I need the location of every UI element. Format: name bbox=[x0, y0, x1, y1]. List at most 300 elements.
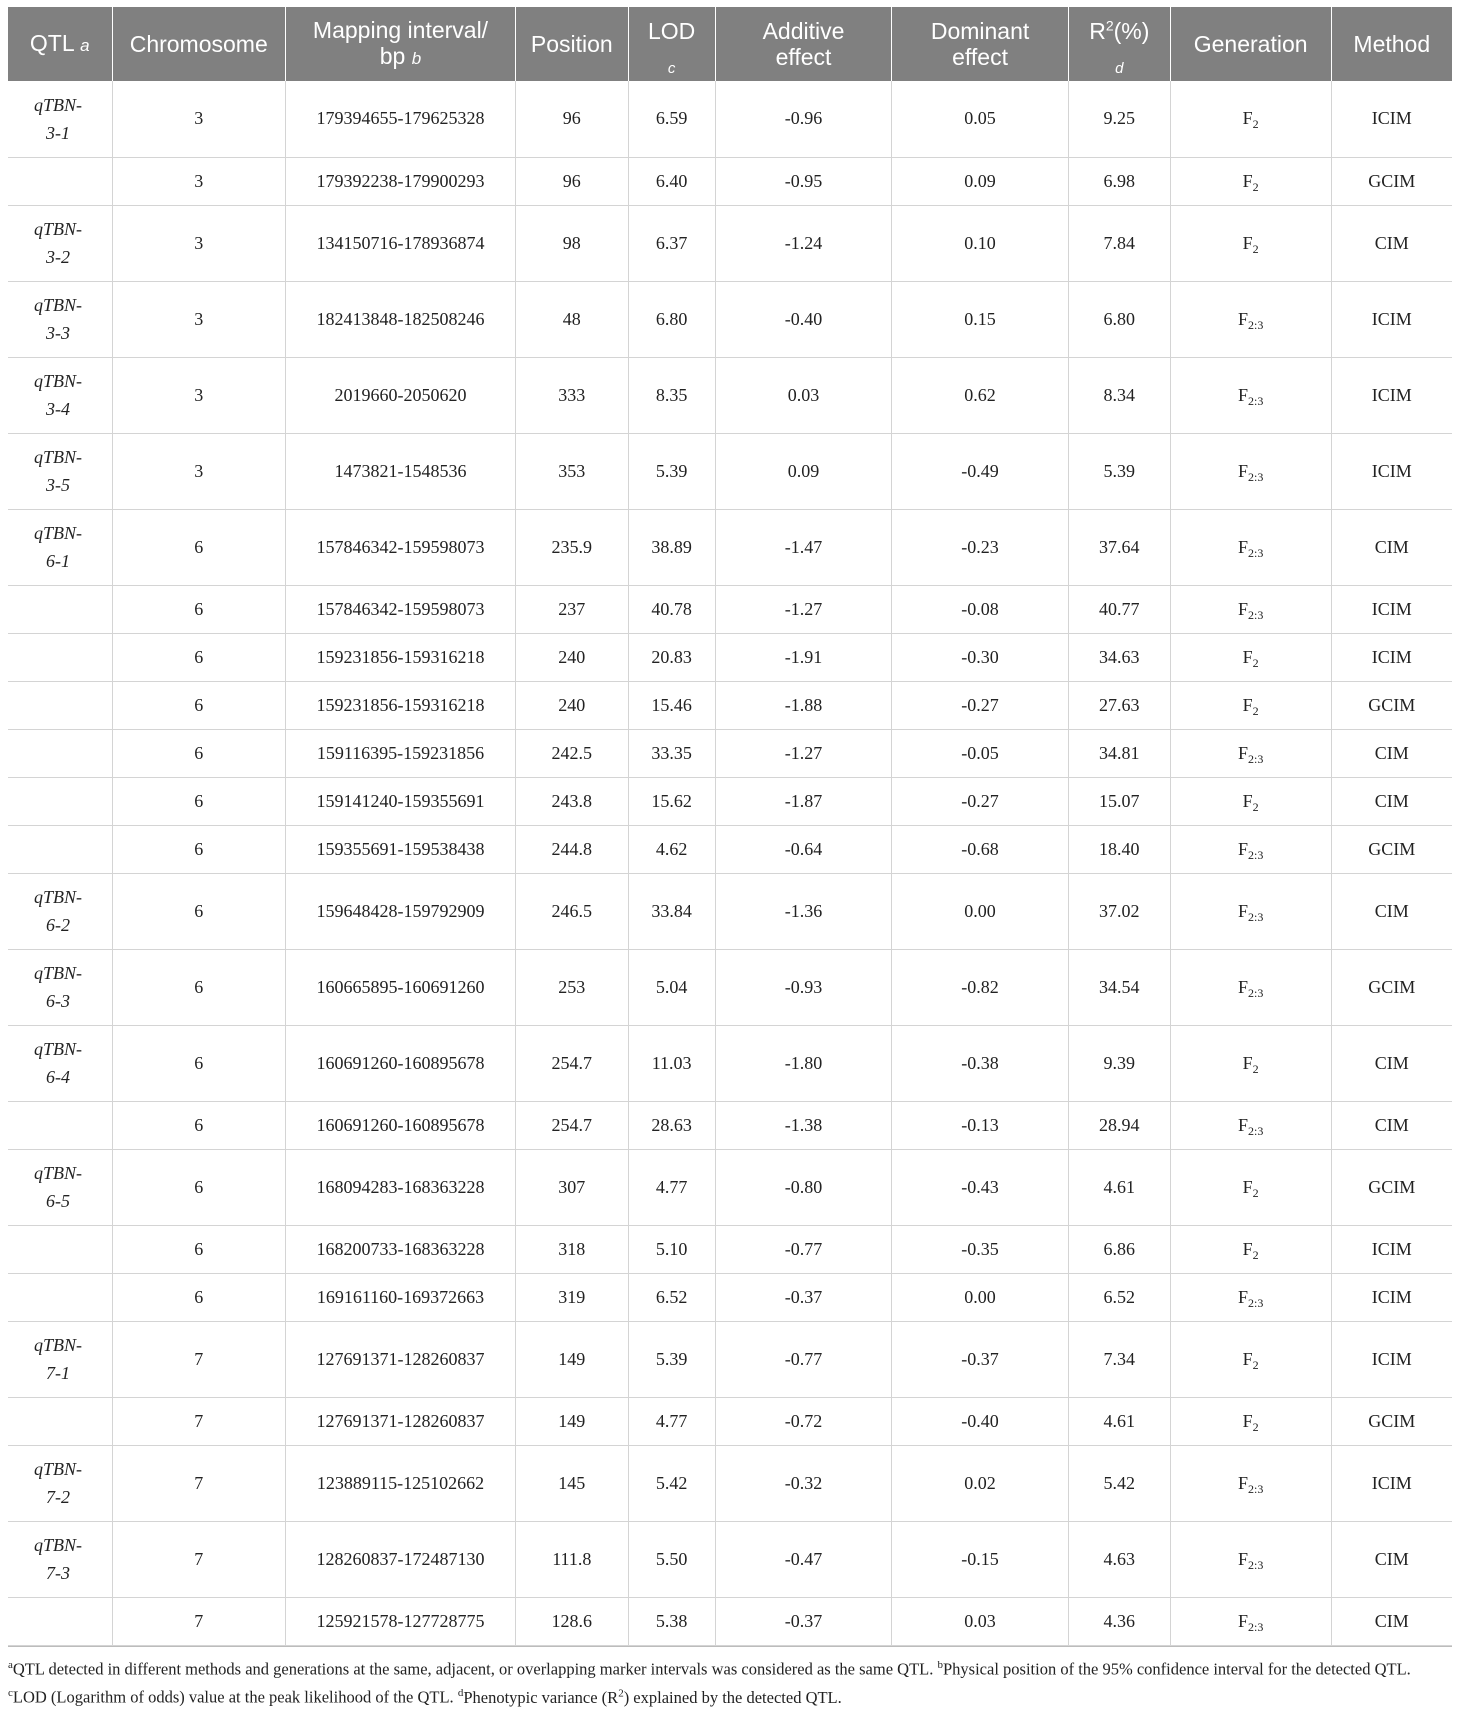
lod-cell: 6.37 bbox=[628, 205, 715, 281]
position-cell: 145 bbox=[516, 1445, 628, 1521]
mapping-interval-cell: 159355691-159538438 bbox=[285, 825, 515, 873]
chromosome-cell: 6 bbox=[112, 509, 285, 585]
qtl-cell bbox=[8, 825, 112, 873]
mapping-interval-cell: 157846342-159598073 bbox=[285, 509, 515, 585]
mapping-interval-cell: 134150716-178936874 bbox=[285, 205, 515, 281]
mapping-interval-cell: 160665895-160691260 bbox=[285, 949, 515, 1025]
qtl-name-line2: 3-5 bbox=[46, 475, 70, 495]
table-row bbox=[8, 1025, 1452, 1101]
qtl-name-line1: qTBN- bbox=[33, 523, 82, 543]
footnote-a-mark: a bbox=[8, 1658, 13, 1671]
r2-cell: 27.63 bbox=[1068, 681, 1170, 729]
header-mapping-interval[interactable]: Mapping interval/ bp b bbox=[285, 7, 515, 81]
qtl-cell bbox=[8, 509, 112, 585]
additive-effect-cell: -1.27 bbox=[715, 585, 892, 633]
mapping-interval-cell: 179392238-179900293 bbox=[285, 157, 515, 205]
method-cell: ICIM bbox=[1331, 1273, 1452, 1321]
r2-cell: 4.61 bbox=[1068, 1149, 1170, 1225]
dominant-effect-cell: 0.00 bbox=[892, 1273, 1069, 1321]
r2-cell: 28.94 bbox=[1068, 1101, 1170, 1149]
qtl-cell bbox=[8, 949, 112, 1025]
header-r2[interactable]: $R^2(\%)$ $_d$ bbox=[1068, 7, 1170, 81]
position-cell: 240 bbox=[516, 633, 628, 681]
lod-cell: 6.52 bbox=[628, 1273, 715, 1321]
mapping-interval-cell: 123889115-125102662 bbox=[285, 1445, 515, 1521]
chromosome-cell: 7 bbox=[112, 1597, 285, 1645]
table-row bbox=[8, 633, 1452, 681]
table-row bbox=[8, 873, 1452, 949]
r2-cell: 9.25 bbox=[1068, 81, 1170, 157]
qtl-name-line1: qTBN- bbox=[33, 1535, 82, 1555]
position-cell: 319 bbox=[516, 1273, 628, 1321]
header-lod[interactable]: LOD $_c$ bbox=[628, 7, 715, 81]
table-row bbox=[8, 777, 1452, 825]
method-cell: GCIM bbox=[1331, 949, 1452, 1025]
lod-cell: 33.35 bbox=[628, 729, 715, 777]
lod-cell: 4.62 bbox=[628, 825, 715, 873]
additive-effect-cell: -1.36 bbox=[715, 873, 892, 949]
qtl-name-line2: 3-4 bbox=[46, 399, 70, 419]
additive-effect-cell: -1.88 bbox=[715, 681, 892, 729]
qtl-name-line2: 6-1 bbox=[46, 551, 70, 571]
r2-cell: 15.07 bbox=[1068, 777, 1170, 825]
additive-effect-cell: -1.47 bbox=[715, 509, 892, 585]
additive-effect-cell: -0.72 bbox=[715, 1397, 892, 1445]
additive-effect-cell: -1.24 bbox=[715, 205, 892, 281]
chromosome-cell: 3 bbox=[112, 205, 285, 281]
qtl-cell bbox=[8, 777, 112, 825]
mapping-interval-cell: 127691371-128260837 bbox=[285, 1321, 515, 1397]
dominant-effect-cell: -0.49 bbox=[892, 433, 1069, 509]
mapping-interval-cell: 160691260-160895678 bbox=[285, 1025, 515, 1101]
generation-cell: $F_{2:3}$ bbox=[1170, 281, 1331, 357]
dominant-effect-cell: -0.82 bbox=[892, 949, 1069, 1025]
table-row bbox=[8, 281, 1452, 357]
dominant-effect-cell: 0.02 bbox=[892, 1445, 1069, 1521]
chromosome-cell: 7 bbox=[112, 1321, 285, 1397]
chromosome-cell: 7 bbox=[112, 1521, 285, 1597]
mapping-interval-cell: 169161160-169372663 bbox=[285, 1273, 515, 1321]
dominant-effect-cell: -0.23 bbox=[892, 509, 1069, 585]
mapping-interval-cell: 2019660-2050620 bbox=[285, 357, 515, 433]
position-cell: 96 bbox=[516, 81, 628, 157]
header-qtl[interactable]: QTL a bbox=[8, 7, 112, 81]
method-cell: ICIM bbox=[1331, 585, 1452, 633]
r2-cell: 34.63 bbox=[1068, 633, 1170, 681]
qtl-table bbox=[8, 7, 1452, 1646]
qtl-name-line2: 6-5 bbox=[46, 1191, 70, 1211]
generation-cell: $F_{2:3}$ bbox=[1170, 1101, 1331, 1149]
qtl-cell bbox=[8, 681, 112, 729]
dominant-effect-cell: -0.43 bbox=[892, 1149, 1069, 1225]
dominant-effect-cell: -0.05 bbox=[892, 729, 1069, 777]
r2-cell: 4.61 bbox=[1068, 1397, 1170, 1445]
position-cell: 96 bbox=[516, 157, 628, 205]
dominant-effect-cell: -0.40 bbox=[892, 1397, 1069, 1445]
lod-cell: 11.03 bbox=[628, 1025, 715, 1101]
mapping-interval-cell: 182413848-182508246 bbox=[285, 281, 515, 357]
header-generation[interactable]: Generation bbox=[1170, 7, 1331, 81]
dominant-effect-cell: -0.38 bbox=[892, 1025, 1069, 1101]
r2-cell: 6.80 bbox=[1068, 281, 1170, 357]
table-row bbox=[8, 585, 1452, 633]
dominant-effect-cell: 0.03 bbox=[892, 1597, 1069, 1645]
table-row bbox=[8, 949, 1452, 1025]
table-row bbox=[8, 205, 1452, 281]
lod-cell: 4.77 bbox=[628, 1149, 715, 1225]
dominant-effect-cell: -0.35 bbox=[892, 1225, 1069, 1273]
qtl-name-line2: 3-2 bbox=[46, 247, 70, 267]
header-chromosome[interactable]: Chromosome bbox=[112, 7, 285, 81]
qtl-cell bbox=[8, 1225, 112, 1273]
r2-cell: 37.64 bbox=[1068, 509, 1170, 585]
lod-cell: 5.42 bbox=[628, 1445, 715, 1521]
lod-cell: 5.50 bbox=[628, 1521, 715, 1597]
generation-cell: $F_{2:3}$ bbox=[1170, 949, 1331, 1025]
position-cell: 149 bbox=[516, 1397, 628, 1445]
qtl-name-line2: 3-3 bbox=[46, 323, 70, 343]
chromosome-cell: 6 bbox=[112, 949, 285, 1025]
additive-effect-cell: -0.32 bbox=[715, 1445, 892, 1521]
method-cell: GCIM bbox=[1331, 1149, 1452, 1225]
mapping-interval-cell: 157846342-159598073 bbox=[285, 585, 515, 633]
footnote-d-mark: d bbox=[457, 1687, 464, 1699]
mapping-interval-cell: 159231856-159316218 bbox=[285, 681, 515, 729]
generation-cell: $F_{2:3}$ bbox=[1170, 873, 1331, 949]
additive-effect-cell: -0.93 bbox=[715, 949, 892, 1025]
r2-cell: 18.40 bbox=[1068, 825, 1170, 873]
generation-cell: $F_2$ bbox=[1170, 1149, 1331, 1225]
chromosome-cell: 6 bbox=[112, 633, 285, 681]
additive-effect-cell: -0.64 bbox=[715, 825, 892, 873]
method-cell: ICIM bbox=[1331, 1445, 1452, 1521]
footnote-a: QTL detected in different methods and generations at the same, adjacent, or overlapping marker intervals was considered as the same QTL. bbox=[12, 1659, 938, 1678]
generation-cell: $F_{2:3}$ bbox=[1170, 357, 1331, 433]
method-cell: CIM bbox=[1331, 873, 1452, 949]
qtl-name-line1: qTBN- bbox=[33, 219, 82, 239]
footnote-b: Physical position of the 95% confidence interval for the detected QTL. bbox=[942, 1659, 1411, 1678]
qtl-name-line2: 7-1 bbox=[46, 1363, 70, 1383]
additive-effect-cell: -0.37 bbox=[715, 1597, 892, 1645]
r2-cell: 37.02 bbox=[1068, 873, 1170, 949]
qtl-table-container bbox=[8, 7, 1452, 1710]
r2-cell: 7.84 bbox=[1068, 205, 1170, 281]
generation-cell: $F_{2:3}$ bbox=[1170, 433, 1331, 509]
qtl-cell bbox=[8, 205, 112, 281]
table-row bbox=[8, 1597, 1452, 1645]
table-row bbox=[8, 81, 1452, 157]
table-row bbox=[8, 729, 1452, 777]
table-row bbox=[8, 1321, 1452, 1397]
table-row bbox=[8, 825, 1452, 873]
r2-cell: 9.39 bbox=[1068, 1025, 1170, 1101]
generation-cell: $F_{2:3}$ bbox=[1170, 729, 1331, 777]
footnote-b-mark: b bbox=[937, 1658, 943, 1671]
dominant-effect-cell: -0.27 bbox=[892, 777, 1069, 825]
mapping-interval-cell: 179394655-179625328 bbox=[285, 81, 515, 157]
header-additive-effect[interactable]: Additive effect bbox=[715, 7, 892, 81]
table-row bbox=[8, 1397, 1452, 1445]
table-body bbox=[8, 81, 1452, 1645]
qtl-cell bbox=[8, 1025, 112, 1101]
position-cell: 242.5 bbox=[516, 729, 628, 777]
mapping-interval-cell: 159231856-159316218 bbox=[285, 633, 515, 681]
additive-effect-cell: -1.80 bbox=[715, 1025, 892, 1101]
qtl-name-line1: qTBN- bbox=[33, 1163, 82, 1183]
generation-cell: $F_2$ bbox=[1170, 81, 1331, 157]
additive-effect-cell: -0.95 bbox=[715, 157, 892, 205]
r2-cell: 5.42 bbox=[1068, 1445, 1170, 1521]
dominant-effect-cell: -0.13 bbox=[892, 1101, 1069, 1149]
chromosome-cell: 6 bbox=[112, 1149, 285, 1225]
position-cell: 318 bbox=[516, 1225, 628, 1273]
qtl-name-line1: qTBN- bbox=[33, 447, 82, 467]
generation-cell: $F_2$ bbox=[1170, 681, 1331, 729]
position-cell: 128.6 bbox=[516, 1597, 628, 1645]
generation-cell: $F_{2:3}$ bbox=[1170, 1445, 1331, 1521]
qtl-name-line1: qTBN- bbox=[33, 94, 82, 115]
lod-cell: 38.89 bbox=[628, 509, 715, 585]
qtl-name-line2: 6-4 bbox=[46, 1067, 70, 1087]
lod-cell: 5.39 bbox=[628, 1321, 715, 1397]
position-cell: 254.7 bbox=[516, 1101, 628, 1149]
method-cell: CIM bbox=[1331, 1101, 1452, 1149]
lod-cell: 15.62 bbox=[628, 777, 715, 825]
generation-cell: $F_{2:3}$ bbox=[1170, 1521, 1331, 1597]
qtl-name-line2: 6-2 bbox=[46, 915, 70, 935]
generation-cell: $F_2$ bbox=[1170, 157, 1331, 205]
lod-cell: 5.04 bbox=[628, 949, 715, 1025]
generation-cell: $F_{2:3}$ bbox=[1170, 509, 1331, 585]
method-cell: CIM bbox=[1331, 1597, 1452, 1645]
table-row bbox=[8, 157, 1452, 205]
qtl-name-line2: 6-3 bbox=[46, 991, 70, 1011]
mapping-interval-cell: 1473821-1548536 bbox=[285, 433, 515, 509]
qtl-name-line1: qTBN- bbox=[33, 295, 82, 315]
chromosome-cell: 7 bbox=[112, 1397, 285, 1445]
chromosome-cell: 6 bbox=[112, 729, 285, 777]
r2-cell: 5.39 bbox=[1068, 433, 1170, 509]
table-row bbox=[8, 1101, 1452, 1149]
qtl-cell bbox=[8, 1445, 112, 1521]
position-cell: 98 bbox=[516, 205, 628, 281]
generation-cell: $F_2$ bbox=[1170, 777, 1331, 825]
dominant-effect-cell: -0.37 bbox=[892, 1321, 1069, 1397]
header-dominant-effect[interactable]: Dominant effect bbox=[892, 7, 1069, 81]
position-cell: 243.8 bbox=[516, 777, 628, 825]
lod-cell: 5.10 bbox=[628, 1225, 715, 1273]
generation-cell: $F_2$ bbox=[1170, 1397, 1331, 1445]
additive-effect-cell: -0.40 bbox=[715, 281, 892, 357]
method-cell: ICIM bbox=[1331, 433, 1452, 509]
dominant-effect-cell: 0.62 bbox=[892, 357, 1069, 433]
mapping-interval-cell: 168200733-168363228 bbox=[285, 1225, 515, 1273]
chromosome-cell: 3 bbox=[112, 157, 285, 205]
dominant-effect-cell: -0.08 bbox=[892, 585, 1069, 633]
mapping-interval-cell: 125921578-127728775 bbox=[285, 1597, 515, 1645]
generation-cell: $F_{2:3}$ bbox=[1170, 1597, 1331, 1645]
method-cell: ICIM bbox=[1331, 1321, 1452, 1397]
lod-cell: 6.59 bbox=[628, 81, 715, 157]
r2-cell: 6.98 bbox=[1068, 157, 1170, 205]
additive-effect-cell: -0.77 bbox=[715, 1321, 892, 1397]
mapping-interval-cell: 168094283-168363228 bbox=[285, 1149, 515, 1225]
table-row bbox=[8, 1521, 1452, 1597]
footnote-c-mark: c bbox=[8, 1687, 13, 1699]
chromosome-cell: 6 bbox=[112, 873, 285, 949]
r2-cell: 6.52 bbox=[1068, 1273, 1170, 1321]
table-row bbox=[8, 1149, 1452, 1225]
qtl-name-line2: 7-2 bbox=[46, 1487, 70, 1507]
qtl-cell bbox=[8, 281, 112, 357]
chromosome-cell: 6 bbox=[112, 1025, 285, 1101]
additive-effect-cell: -0.37 bbox=[715, 1273, 892, 1321]
r2-cell: 34.81 bbox=[1068, 729, 1170, 777]
method-cell: CIM bbox=[1331, 777, 1452, 825]
position-cell: 111.8 bbox=[516, 1521, 628, 1597]
generation-cell: $F_{2:3}$ bbox=[1170, 1273, 1331, 1321]
chromosome-cell: 3 bbox=[112, 357, 285, 433]
mapping-interval-cell: 159141240-159355691 bbox=[285, 777, 515, 825]
method-cell: ICIM bbox=[1331, 281, 1452, 357]
dominant-effect-cell: 0.05 bbox=[892, 81, 1069, 157]
position-cell: 149 bbox=[516, 1321, 628, 1397]
additive-effect-cell: -1.91 bbox=[715, 633, 892, 681]
table-row bbox=[8, 509, 1452, 585]
chromosome-cell: 3 bbox=[112, 281, 285, 357]
chromosome-cell: 3 bbox=[112, 81, 285, 157]
position-cell: 237 bbox=[516, 585, 628, 633]
r2-cell: 4.36 bbox=[1068, 1597, 1170, 1645]
qtl-cell bbox=[8, 1397, 112, 1445]
table-row bbox=[8, 357, 1452, 433]
r2-cell: 8.34 bbox=[1068, 357, 1170, 433]
header-position[interactable]: Position bbox=[516, 7, 628, 81]
table-footnotes bbox=[8, 1646, 1452, 1710]
position-cell: 235.9 bbox=[516, 509, 628, 585]
method-cell: GCIM bbox=[1331, 157, 1452, 205]
position-cell: 48 bbox=[516, 281, 628, 357]
method-cell: ICIM bbox=[1331, 81, 1452, 157]
qtl-cell bbox=[8, 729, 112, 777]
lod-cell: 6.80 bbox=[628, 281, 715, 357]
qtl-name-line1: qTBN- bbox=[33, 1335, 82, 1355]
position-cell: 254.7 bbox=[516, 1025, 628, 1101]
method-cell: CIM bbox=[1331, 1025, 1452, 1101]
lod-cell: 28.63 bbox=[628, 1101, 715, 1149]
method-cell: CIM bbox=[1331, 509, 1452, 585]
table-row bbox=[8, 1445, 1452, 1521]
table-row bbox=[8, 681, 1452, 729]
position-cell: 307 bbox=[516, 1149, 628, 1225]
chromosome-cell: 6 bbox=[112, 1225, 285, 1273]
additive-effect-cell: 0.09 bbox=[715, 433, 892, 509]
qtl-cell bbox=[8, 81, 112, 157]
dominant-effect-cell: 0.09 bbox=[892, 157, 1069, 205]
dominant-effect-cell: 0.15 bbox=[892, 281, 1069, 357]
qtl-cell bbox=[8, 1321, 112, 1397]
additive-effect-cell: -0.47 bbox=[715, 1521, 892, 1597]
header-row bbox=[8, 7, 1452, 81]
generation-cell: $F_2$ bbox=[1170, 1025, 1331, 1101]
lod-cell: 40.78 bbox=[628, 585, 715, 633]
method-cell: CIM bbox=[1331, 729, 1452, 777]
qtl-cell bbox=[8, 873, 112, 949]
qtl-name-line1: qTBN- bbox=[33, 1459, 82, 1479]
chromosome-cell: 6 bbox=[112, 681, 285, 729]
qtl-name-line1: qTBN- bbox=[33, 887, 82, 907]
position-cell: 333 bbox=[516, 357, 628, 433]
r2-cell: 6.86 bbox=[1068, 1225, 1170, 1273]
mapping-interval-cell: 159648428-159792909 bbox=[285, 873, 515, 949]
r2-cell: 7.34 bbox=[1068, 1321, 1170, 1397]
generation-cell: $F_2$ bbox=[1170, 205, 1331, 281]
additive-effect-cell: -0.77 bbox=[715, 1225, 892, 1273]
additive-effect-cell: -1.87 bbox=[715, 777, 892, 825]
dominant-effect-cell: -0.30 bbox=[892, 633, 1069, 681]
additive-effect-cell: -0.80 bbox=[715, 1149, 892, 1225]
qtl-cell bbox=[8, 157, 112, 205]
additive-effect-cell: -1.38 bbox=[715, 1101, 892, 1149]
qtl-cell bbox=[8, 433, 112, 509]
additive-effect-cell: 0.03 bbox=[715, 357, 892, 433]
lod-cell: 5.38 bbox=[628, 1597, 715, 1645]
qtl-name-line1: qTBN- bbox=[33, 963, 82, 983]
qtl-cell bbox=[8, 1521, 112, 1597]
qtl-name-line2: 3-1 bbox=[46, 122, 70, 143]
chromosome-cell: 6 bbox=[112, 825, 285, 873]
footnote-c: LOD (Logarithm of odds) value at the peak likelihood of the QTL. bbox=[12, 1687, 458, 1707]
r2-cell: 34.54 bbox=[1068, 949, 1170, 1025]
footnote-d: Phenotypic variance $(R^2)$ explained by the detected QTL. bbox=[463, 1687, 842, 1707]
chromosome-cell: 6 bbox=[112, 1273, 285, 1321]
qtl-name-line1: qTBN- bbox=[33, 1039, 82, 1059]
method-cell: ICIM bbox=[1331, 357, 1452, 433]
lod-cell: 20.83 bbox=[628, 633, 715, 681]
chromosome-cell: 6 bbox=[112, 1101, 285, 1149]
mapping-interval-cell: 127691371-128260837 bbox=[285, 1397, 515, 1445]
additive-effect-cell: -0.96 bbox=[715, 81, 892, 157]
method-cell: GCIM bbox=[1331, 825, 1452, 873]
header-method[interactable]: Method bbox=[1331, 7, 1452, 81]
position-cell: 253 bbox=[516, 949, 628, 1025]
method-cell: CIM bbox=[1331, 205, 1452, 281]
dominant-effect-cell: 0.00 bbox=[892, 873, 1069, 949]
chromosome-cell: 7 bbox=[112, 1445, 285, 1521]
chromosome-cell: 6 bbox=[112, 585, 285, 633]
qtl-name-line1: qTBN- bbox=[33, 371, 82, 391]
generation-cell: $F_{2:3}$ bbox=[1170, 585, 1331, 633]
table-row bbox=[8, 1225, 1452, 1273]
position-cell: 246.5 bbox=[516, 873, 628, 949]
chromosome-cell: 6 bbox=[112, 777, 285, 825]
position-cell: 244.8 bbox=[516, 825, 628, 873]
additive-effect-cell: -1.27 bbox=[715, 729, 892, 777]
method-cell: ICIM bbox=[1331, 1225, 1452, 1273]
mapping-interval-cell: 128260837-172487130 bbox=[285, 1521, 515, 1597]
position-cell: 240 bbox=[516, 681, 628, 729]
lod-cell: 33.84 bbox=[628, 873, 715, 949]
method-cell: GCIM bbox=[1331, 681, 1452, 729]
dominant-effect-cell: 0.10 bbox=[892, 205, 1069, 281]
method-cell: CIM bbox=[1331, 1521, 1452, 1597]
lod-cell: 15.46 bbox=[628, 681, 715, 729]
method-cell: ICIM bbox=[1331, 633, 1452, 681]
qtl-cell bbox=[8, 633, 112, 681]
chromosome-cell: 3 bbox=[112, 433, 285, 509]
qtl-cell bbox=[8, 1101, 112, 1149]
lod-cell: 8.35 bbox=[628, 357, 715, 433]
